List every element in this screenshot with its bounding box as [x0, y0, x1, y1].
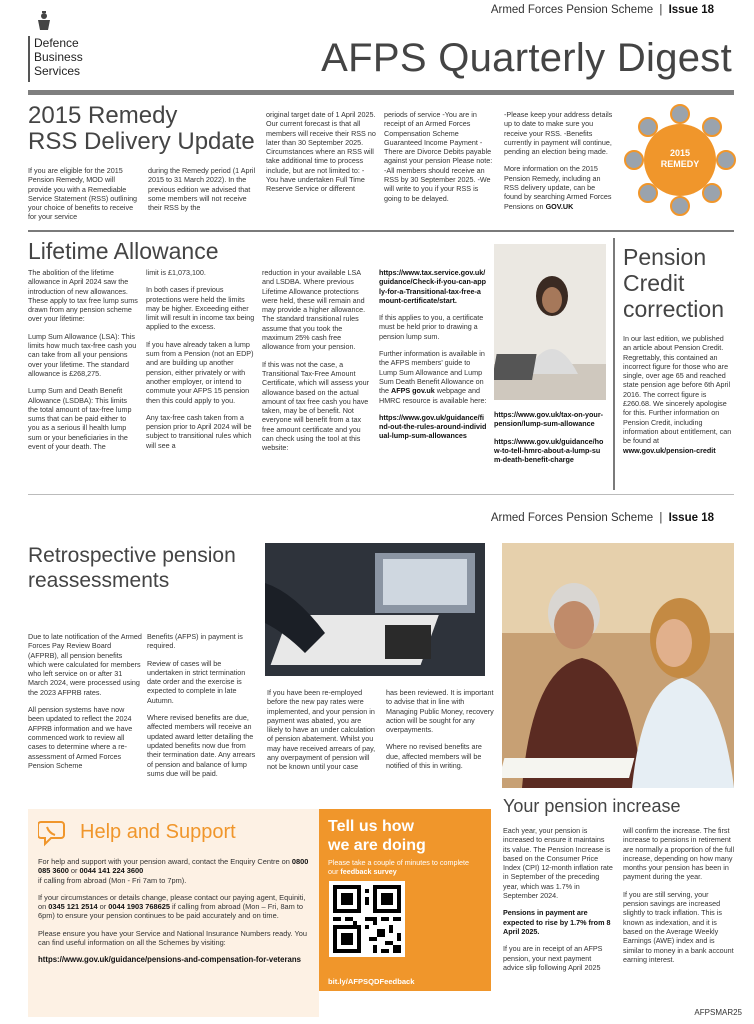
- lta-col-5: [494, 410, 606, 472]
- retro-col-4: [386, 688, 494, 778]
- couple-photo: [502, 543, 734, 788]
- pension-credit-link[interactable]: www.gov.uk/pension-credit: [623, 445, 716, 455]
- remedy-badge: [624, 104, 736, 216]
- feedback-sub-text: Please take a couple of minutes to complete our: [328, 858, 470, 876]
- remedy-title-line-1: 2015 Remedy: [28, 102, 178, 129]
- feedback-link[interactable]: bit.ly/AFPSQDFeedback: [328, 977, 415, 986]
- crest-icon: [34, 10, 54, 32]
- help-p1-hours: if calling from abroad (Mon - Fri 7am to 7pm).: [38, 875, 187, 885]
- remedy-title-line-2: RSS Delivery Update: [28, 128, 255, 155]
- lump-sum-rules-link[interactable]: https://www.gov.uk/guidance/find-out-the-rules-around-individual-lump-sum-allowances: [379, 412, 487, 441]
- credit-body-text: In our last edition, we published an article about Pension Credit. Regrettably, this contained an incorrect figure for those who are single, over age 65 and reached state pension age before 6th April 2016. The correct figure is £260.68. We sincerely apologise for this. Further information on Pension Credit, including information about entitlement, can be found at: [623, 334, 732, 446]
- death-benefit-charge-link[interactable]: https://www.gov.uk/guidance/how-to-tell-hmrc-about-a-lump-sum-death-benefit-charge: [494, 436, 604, 465]
- feedback-title-1: Tell us how: [328, 818, 414, 835]
- feedback-title-2: we are doing: [328, 837, 426, 854]
- increase-col-1: [503, 826, 613, 980]
- remedy-col-2: during the Remedy period (1 April 2015 to 31 March 2022). In the previous edition we advised that some members will not receive their RSS by the: [148, 166, 256, 213]
- equiniti-phone-abroad[interactable]: 0044 1903 768625: [108, 902, 170, 912]
- publication-name: Armed Forces Pension Scheme: [490, 4, 654, 16]
- remedy-col-3: original target date of 1 April 2025. Our current forecast is that all members will receive their RSS no later than 30 September 2025. Circumstances where an RSS will take additional time to process include, but are not limited to: -You have undertaken Full Time Reserve Service or different: [266, 110, 376, 194]
- help-p2-or: or: [97, 902, 109, 912]
- hmrc-checker-link[interactable]: https://www.tax.service.gov.uk/guidance/Check-if-you-can-apply-for-a-Transitional-tax-free-amount-certificate/start.: [379, 268, 487, 305]
- qr-code[interactable]: [329, 881, 405, 957]
- lta-c2-p2: In both cases if previous protections were held the limits may be higher. Exceeding either limit will result in income tax being applied to the excess.: [146, 285, 255, 332]
- increase-title: Your pension increase: [503, 796, 681, 816]
- logo-line-3: Services: [34, 64, 81, 78]
- lta-c1-p2: Lump Sum Allowance (LSA): This limits how much tax-free cash you can take from all your pensions over your lifetime. The standard allowance is £268,275.: [28, 331, 137, 378]
- badge-label: REMEDY: [660, 159, 700, 169]
- retro-c1-p2: All pension systems have now been updated to reflect the 2024 AFPRB information and we have commenced work to review all cases to determine where a re-assessment of Armed Forces Pension Scheme: [28, 705, 133, 770]
- issue-number: Issue 18: [668, 4, 714, 16]
- lta-c2-p1: limit is £1,073,100.: [146, 268, 206, 277]
- header-publication-2: Armed Forces Pension Scheme | Issue 18: [490, 512, 714, 524]
- lta-c4-p2: [379, 349, 487, 405]
- remedy-col-1: If you are eligible for the 2015 Pension Remedy, MOD will provide you with a Remediable Service Statement (RSS) outlining your choice of benefits to receive for your service: [28, 166, 138, 222]
- lta-col-3: [262, 268, 372, 461]
- help-body: [38, 857, 312, 973]
- feedback-survey-label: feedback survey: [340, 867, 397, 876]
- woman-laptop-photo: [494, 244, 606, 400]
- remedy-col-5: [504, 110, 614, 211]
- feedback-title: [328, 817, 426, 855]
- remedy-title: [28, 103, 255, 155]
- increase-c2-p1: will confirm the increase. The first increase to pensions in retirement are normally a proportion of the full increase, depending on how many months your pension has been in payment during the year.: [623, 826, 735, 882]
- retro-col-2: [147, 632, 259, 786]
- help-p1-text: For help and support with your pension award, contact the Enquiry Centre on: [38, 857, 292, 866]
- increase-c1-p3: If you are in receipt of an AFPS pension, your next payment advice slip following April 2025: [503, 944, 603, 972]
- lta-c4-p2-text: Further information is available in the AFPS members' guide to Lump Sum Allowance and Lump Sum Death Benefit Allowance on the: [379, 349, 485, 396]
- remedy-col-5-b: More information on the 2015 Pension Remedy, including an RSS delivery update, can be found by searching Armed Forces Pensions on: [504, 164, 612, 211]
- help-title: Help and Support: [80, 821, 236, 843]
- remedy-col-4: periods of service -You are in receipt of an Armed Forces Compensation Scheme Guaranteed Income Payment -There are Divorce Debits payable against your pension Please note: -All members should receive an RSS by 30 September 2025. -We will write to you if your RSS is going to be delayed.: [384, 110, 493, 203]
- lta-c2-p3: If you have already taken a lump sum from a Pension (not an EDP) and are building up another pension, either privately or with another employer, or intend to commute your AFPS 15 pension then this could apply to you.: [146, 339, 254, 405]
- increase-highlight: Pensions in payment are expected to rise by 1.7% from 8 April 2025.: [503, 908, 611, 936]
- credit-title: Pension Credit correction: [623, 244, 724, 322]
- footer-code: AFPSMAR25: [694, 1008, 742, 1017]
- help-box: [28, 809, 319, 1017]
- dbs-logo: [28, 10, 114, 82]
- retro-c4-p2: Where no revised benefits are due, affected members will be notified of this in writing.: [386, 742, 482, 771]
- help-p1-or: or: [68, 866, 80, 876]
- chat-icon: [38, 819, 68, 847]
- retro-col-1: [28, 632, 142, 778]
- help-p2-text: If your circumstances or details change, please contact our paying agent, Equiniti, on: [38, 892, 306, 912]
- retro-title: Retrospective pension reassessments: [28, 544, 236, 592]
- help-p2: [38, 893, 312, 921]
- enquiry-phone-abroad[interactable]: 0044 141 224 3600: [79, 866, 144, 876]
- lta-col-1: [28, 268, 138, 459]
- retro-c1-p1: Due to late notification of the Armed Forces Pay Review Board (AFPRB), all pension benefits which were calculated for members who left service on or after 31 March 2024, were processed using the 2023 AFPRB rates.: [28, 632, 142, 697]
- logo-line-1: Defence: [34, 36, 79, 50]
- increase-col-2: [623, 826, 735, 972]
- logo-line-2: Business: [34, 50, 83, 64]
- lta-c1-p1: The abolition of the lifetime allowance in April 2024 saw the introduction of new allowances. These apply to tax free lump sums drawn from any pension scheme over your lifetime:: [28, 268, 138, 324]
- lta-col-2: [146, 268, 258, 458]
- lta-c2-p4: Any tax-free cash taken from a pension prior to April 2024 will be subject to transitional rules which will see a: [146, 412, 252, 450]
- increase-c1-p1: Each year, your pension is increased to ensure it maintains its value. The Pension Increase is based on the Consumer Price Index (CPI) 12-month inflation rate in September of the preceding year, which was 1.7% in September 2024.: [503, 826, 613, 901]
- help-p2-rest: if calling from abroad (Mon – Fri, 8am to 6pm) to ensure your pension continues to be paid accurately and on time.: [38, 902, 304, 921]
- remedy-col-5-a: -Please keep your address details up to date to make sure you receive your RSS. -Benefits currently in payment will continue, pending an election being made.: [504, 110, 613, 157]
- feedback-box: [319, 809, 491, 991]
- lta-c1-p3: Lump Sum and Death Benefit Allowance (LSDBA): This limits the total amount of tax-free lump sums that can be paid either to you as a serious ill health lump sum or your beneficiaries in the event of your death. The: [28, 386, 132, 452]
- lta-c3-p1: reduction in your available LSA and LSDBA. Where previous Lifetime Allowance protections were held, these will remain and may provide a higher allowance. The standard transitional rules assume that you took the maximum 25% cash free allowance from your pension.: [262, 268, 366, 352]
- retro-c2-p2: Review of cases will be undertaken in strict termination date order and the exercise is expected to complete in late Autumn.: [147, 658, 246, 705]
- lump-sum-allowance-link[interactable]: https://www.gov.uk/tax-on-your-pension/lump-sum-allowance: [494, 410, 604, 429]
- afps-govuk-link[interactable]: AFPS gov.uk: [391, 386, 435, 396]
- lta-title: Lifetime Allowance: [28, 238, 219, 264]
- feedback-subtitle: [328, 858, 478, 876]
- enquiry-phone[interactable]: 0800 085 3600: [38, 857, 309, 876]
- veterans-link[interactable]: https://www.gov.uk/guidance/pensions-and-compensation-for-veterans: [38, 955, 301, 965]
- lta-c4-p1: If this applies to you, a certificate must be held prior to drawing a pension lump sum.: [379, 313, 484, 341]
- retro-c2-p3: Where revised benefits are due, affected members will receive an updated award letter detailing the updated benefits now due from their termination date. Any arrears of pension and balance of lump sums due will be paid.: [147, 713, 256, 778]
- help-p1: [38, 857, 312, 885]
- retro-col-3: [267, 688, 379, 780]
- increase-c2-p2: If you are still serving, your pension savings are increased slightly to track inflation. This is known as indexation, and it is based on the Average Weekly Earnings (AWE) index and is similar to money in a bank account earning interest.: [623, 889, 734, 964]
- calculator-photo: [265, 543, 485, 676]
- digest-title: AFPS Quarterly Digest: [321, 36, 732, 80]
- credit-body: [623, 334, 733, 455]
- publication-name-2: Armed Forces Pension Scheme: [490, 512, 654, 524]
- retro-c4-p1: has been reviewed. It is important to advise that in line with Managing Public Money, recovery action will be sought for any overpayments.: [386, 688, 494, 735]
- help-p3: Please ensure you have your Service and National Insurance Numbers ready. You can find useful information on all the Schemes by visiting:: [38, 928, 307, 948]
- equiniti-phone[interactable]: 0345 121 2514: [48, 902, 98, 912]
- retro-c3-p1: If you have been re-employed before the new pay rates were implemented, and your pension in payment was abated, you are likely to have an under calculation of pension abatement. Whilst you may have received arrears of pay, any overpayment of pension will not be known until your case: [267, 688, 376, 772]
- header-publication: Armed Forces Pension Scheme | Issue 18: [490, 4, 714, 16]
- lta-c4-p2-text-2: webpage and HMRC resource is available here:: [379, 386, 487, 405]
- issue-number-2: Issue 18: [668, 512, 714, 524]
- badge-year: 2015: [669, 148, 691, 158]
- govuk-link[interactable]: GOV.UK: [545, 201, 574, 211]
- lta-col-4: [379, 268, 487, 449]
- retro-c2-p1: Benefits (AFPS) in payment is required.: [147, 632, 243, 651]
- lta-c3-p2: If this was not the case, a Transitional Tax-Free Amount Certificate, which will assess your allowance based on the actual amount of tax free cash you have taken, may be of benefit. Not everyone will benefit from a tax free amount certificate and you can check using the tool at this website:: [262, 359, 370, 453]
